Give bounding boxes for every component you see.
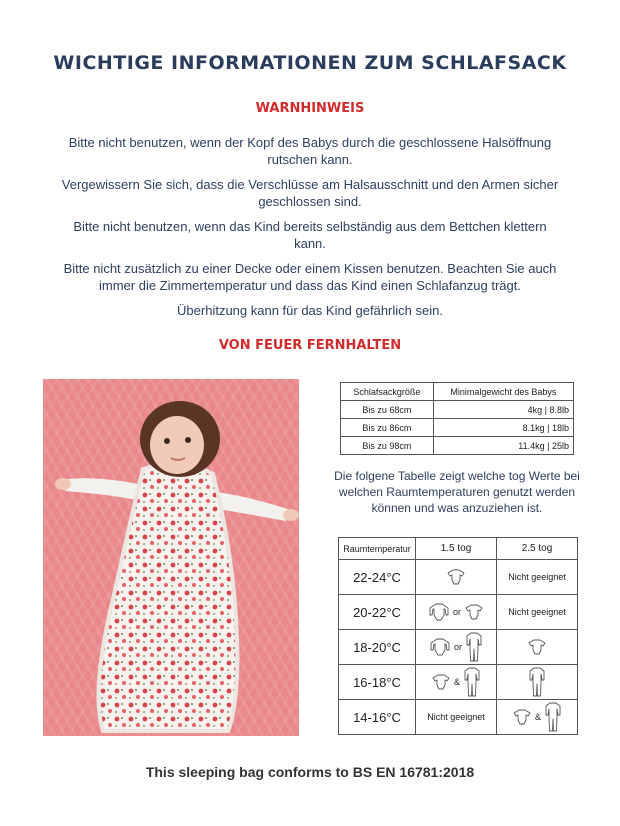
bodysuit-long-icon (429, 603, 449, 621)
table-row (339, 700, 578, 735)
baby-photo (43, 379, 299, 736)
tog25-cell (497, 595, 578, 630)
garment-join: or (452, 607, 461, 617)
not-suitable-label: Nicht geeignet (427, 712, 485, 722)
warning-paragraph: Bitte nicht benutzen, wenn der Kopf des Babys durch die geschlossene Halsöffnung rutschen kann. (68, 135, 552, 167)
size-cell: Bis zu 98cm (341, 437, 434, 455)
temperature-cell: 14-16°C (339, 700, 416, 735)
tog15-cell (416, 630, 497, 665)
fire-warning-heading: VON FEUER FERNHALTEN (218, 338, 402, 353)
size-table (340, 382, 574, 455)
bodysuit-long-icon (430, 638, 450, 656)
bodysuit-short-icon (447, 569, 465, 585)
weight-cell: 11.4kg | 25lb (433, 437, 573, 455)
bodysuit-short-icon (465, 604, 483, 620)
temperature-cell: 16-18°C (339, 665, 416, 700)
size-cell: Bis zu 86cm (341, 419, 434, 437)
tog15-header: 1.5 tog (416, 538, 497, 560)
warning-text (60, 134, 560, 327)
size-header: Schlafsackgröße (341, 383, 434, 401)
table-row (341, 401, 574, 419)
not-suitable-label: Nicht geeignet (508, 572, 566, 582)
sleepsuit-icon (545, 702, 561, 732)
garment-join: & (534, 712, 541, 722)
warning-paragraph: Bitte nicht benutzen, wenn das Kind bereits selbständig aus dem Bettchen klettern kann. (73, 219, 547, 251)
temperature-cell: 20-22°C (339, 595, 416, 630)
tog25-header: 2.5 tog (497, 538, 578, 560)
tog25-cell (497, 700, 578, 735)
tog25-cell (497, 665, 578, 700)
warning-heading: WARNHINWEIS (255, 101, 365, 116)
table-row (339, 560, 578, 595)
bodysuit-short-icon (432, 674, 450, 690)
bodysuit-short-icon (513, 709, 531, 725)
size-cell: Bis zu 68cm (341, 401, 434, 419)
weight-header: Minimalgewicht des Babys (433, 383, 573, 401)
temperature-header: Raumtemperatur (339, 538, 416, 560)
sleepsuit-icon (464, 667, 480, 697)
table-row (341, 437, 574, 455)
tog-table (338, 537, 578, 735)
tog15-cell (416, 595, 497, 630)
conformity-statement: This sleeping bag conforms to BS EN 16781:2018 (145, 764, 475, 780)
not-suitable-label: Nicht geeignet (508, 607, 566, 617)
warning-paragraph: Vergewissern Sie sich, dass die Verschlüsse am Halsausschnitt und den Armen sicher geschlossen sind. (61, 177, 559, 209)
tog-note: Die folgene Tabelle zeigt welche tog Werte bei welchen Raumtemperaturen genutzt werden können und was anzuziehen ist. (334, 469, 580, 515)
table-row (341, 419, 574, 437)
bodysuit-short-icon (528, 639, 546, 655)
warning-paragraph: Bitte nicht zusätzlich zu einer Decke oder einem Kissen benutzen. Beachten Sie auch immer die Zimmertemperatur und dass das Kind einen Schlafanzug trägt. (63, 261, 557, 293)
tog25-cell (497, 630, 578, 665)
page-title: WICHTIGE INFORMATIONEN ZUM SCHLAFSACK (53, 52, 567, 74)
sleepsuit-icon (529, 667, 545, 697)
temperature-cell: 22-24°C (339, 560, 416, 595)
baby-illustration (43, 379, 299, 736)
table-row (339, 665, 578, 700)
tog25-cell (497, 560, 578, 595)
garment-join: or (453, 642, 462, 652)
table-row (339, 595, 578, 630)
tog15-cell (416, 665, 497, 700)
garment-join: & (453, 677, 460, 687)
sleepsuit-icon (466, 632, 482, 662)
weight-cell: 4kg | 8.8lb (433, 401, 573, 419)
warning-paragraph: Überhitzung kann für das Kind gefährlich sein. (177, 303, 443, 318)
weight-cell: 8.1kg | 18lb (433, 419, 573, 437)
tog15-cell (416, 700, 497, 735)
table-row (339, 630, 578, 665)
temperature-cell: 18-20°C (339, 630, 416, 665)
tog15-cell (416, 560, 497, 595)
